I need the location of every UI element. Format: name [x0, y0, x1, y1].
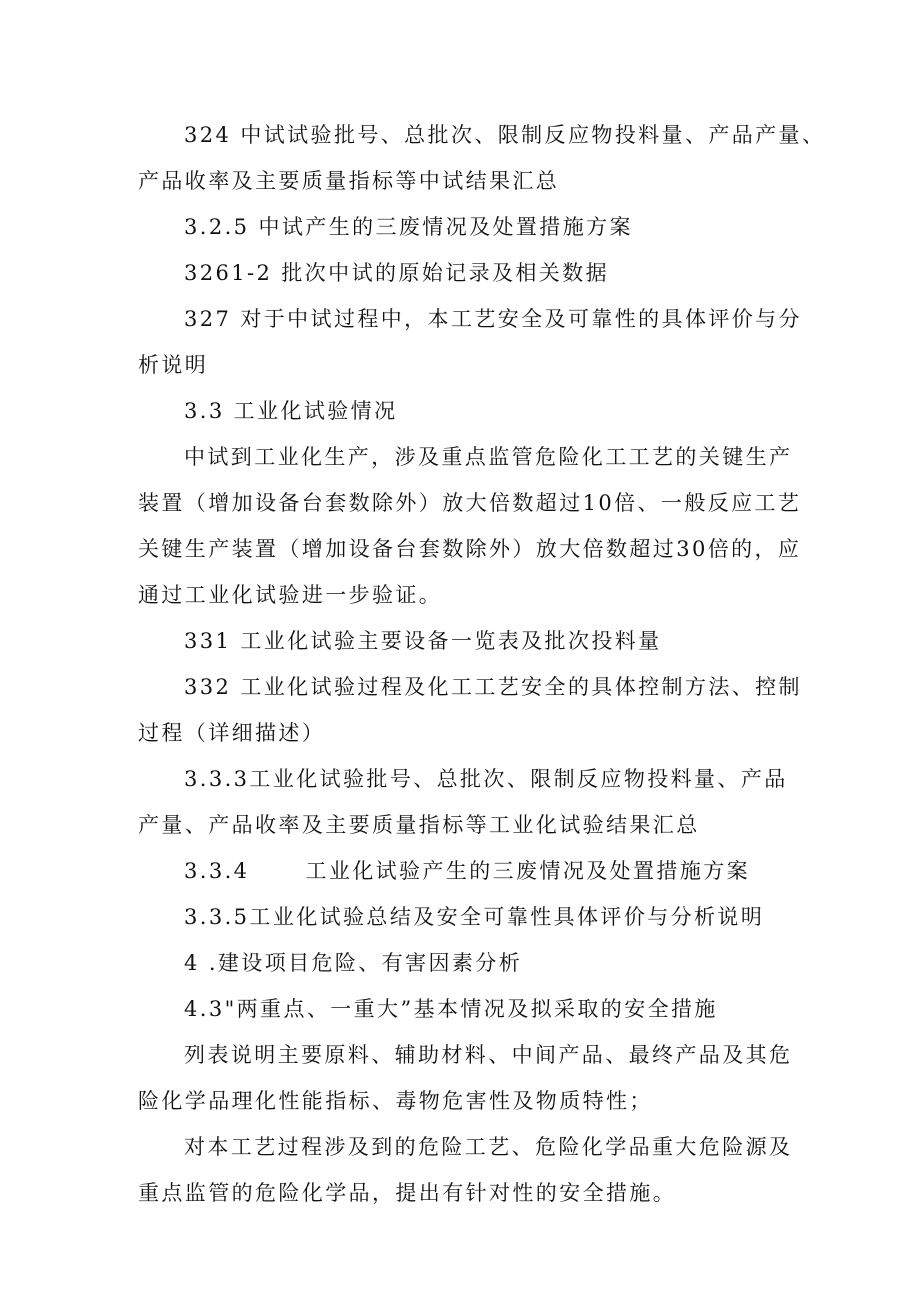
text-line: 关键生产装置（增加设备台套数除外）放大倍数超过30倍的，应: [138, 537, 802, 561]
section-number: 3.3.4: [184, 859, 250, 883]
section-text: 工业化试验产生的三废情况及处置措施方案: [305, 859, 751, 883]
text-line: 装置（增加设备台套数除外）放大倍数超过10倍、一般反应工艺: [138, 491, 802, 515]
text-line: 3.3.3工业化试验批号、总批次、限制反应物投料量、产品: [184, 767, 788, 791]
text-line: 过程（详细描述）: [138, 721, 326, 745]
text-line: 对本工艺过程涉及到的危险工艺、危险化学品重大危险源及: [184, 1135, 793, 1159]
text-line: 列表说明主要原料、辅助材料、中间产品、最终产品及其危: [184, 1043, 793, 1067]
section-heading: 3.2.5 中试产生的三废情况及处置措施方案: [184, 215, 633, 239]
text-line: 产量、产品收率及主要质量指标等工业化试验结果汇总: [138, 813, 700, 837]
text-line: 险化学品理化性能指标、毒物危害性及物质特性；: [138, 1089, 653, 1113]
section-heading: 3.3 工业化试验情况: [184, 399, 398, 423]
text-line: 3261-2 批次中试的原始记录及相关数据: [184, 261, 609, 285]
text-line: 产品收率及主要质量指标等中试结果汇总: [138, 169, 560, 193]
section-heading: 4.3"两重点、一重大”基本情况及拟采取的安全措施: [184, 997, 718, 1021]
text-line: 332 工业化试验过程及化工工艺安全的具体控制方法、控制: [184, 675, 802, 699]
text-line: 324 中试试验批号、总批次、限制反应物投料量、产品产量、: [184, 123, 826, 147]
section-line: [184, 856, 750, 886]
text-line: 3.3.5工业化试验总结及安全可靠性具体评价与分析说明: [184, 905, 765, 929]
section-heading: 4 .建设项目危险、有害因素分析: [184, 951, 523, 975]
text-line: 331 工业化试验主要设备一览表及批次投料量: [184, 629, 662, 653]
text-line: 重点监管的危险化学品，提出有针对性的安全措施。: [138, 1181, 677, 1205]
text-line: 通过工业化试验进一步验证。: [138, 583, 443, 607]
text-line: 中试到工业化生产，涉及重点监管危险化工工艺的关键生产: [184, 445, 793, 469]
text-line: 析说明: [138, 353, 209, 377]
text-line: 327 对于中试过程中，本工艺安全及可靠性的具体评价与分: [184, 307, 802, 331]
